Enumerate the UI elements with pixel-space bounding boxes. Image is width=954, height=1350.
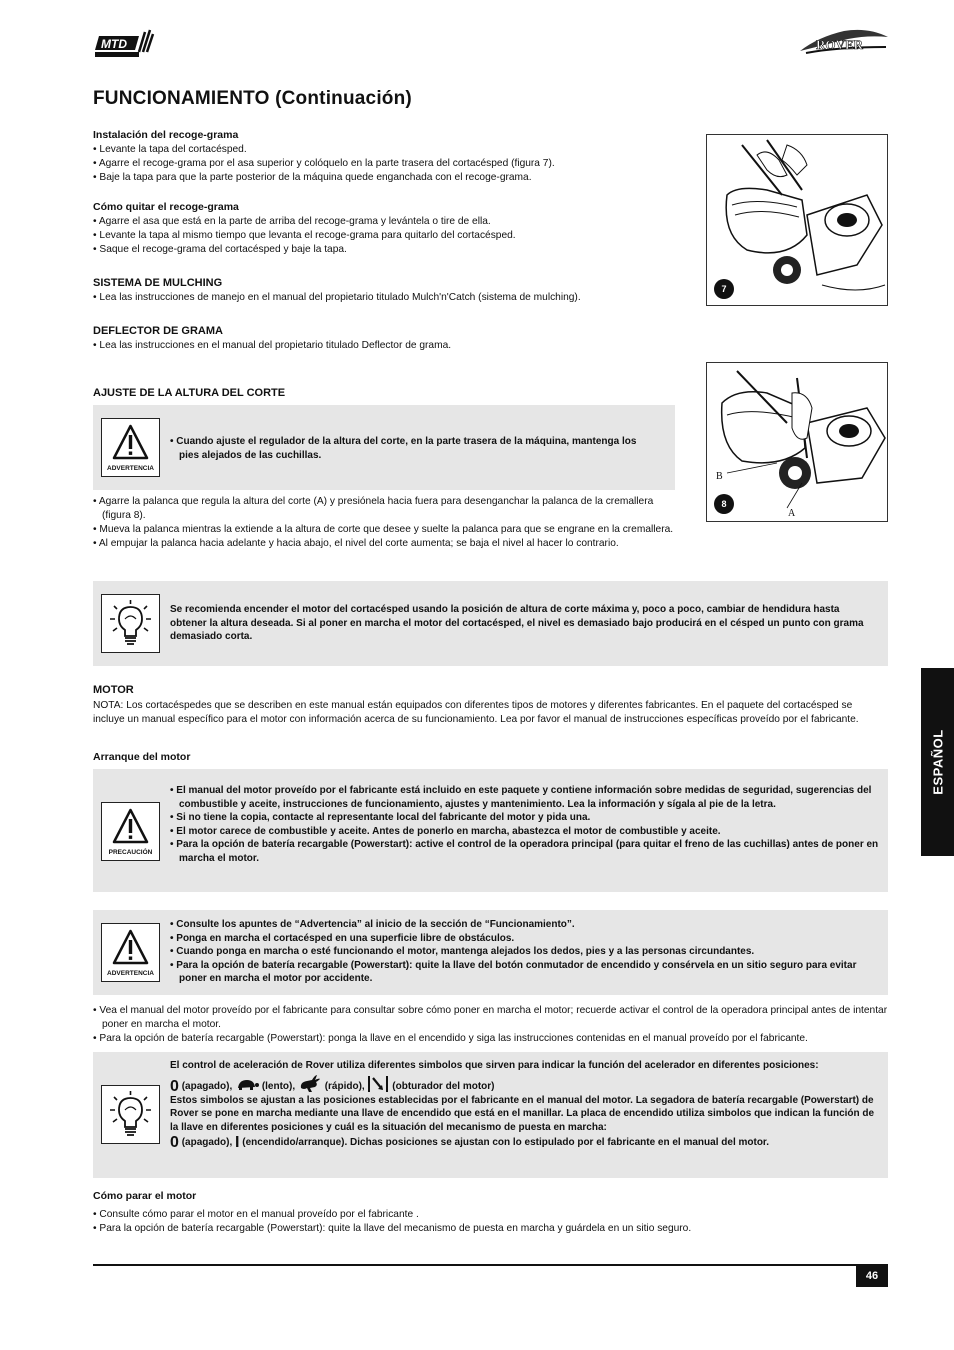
caution-box <box>93 769 888 892</box>
install-list <box>93 143 693 185</box>
warning-icon-box <box>101 923 160 982</box>
throttle-body: Estos simbolos se ajustan a las posiciones establecidas por el fabricante en el manual del motor. La segadora de batería recargable (Powerstart) de Rover se pone en marcha mediante una llave de encendido que está en el manillar. La placa de encendido utiliza simbolos que indican la función de la llave en diferentes posiciones y cuál es la situación del mecanismo de puesta en marcha: <box>170 1094 875 1133</box>
warning-triangle-icon <box>112 424 149 460</box>
on-label: (encendido/arranque). Dichas posiciones se ajustan con lo estipulado por el fabricante en el manual del motor. <box>242 1137 770 1148</box>
list-item: • Si no tiene la copia, contacte al representante local del fabricante del motor y pida una. <box>170 812 591 823</box>
height-list <box>93 495 679 551</box>
motor-heading: MOTOR <box>93 684 134 696</box>
mulching-heading: SISTEMA DE MULCHING <box>93 277 223 289</box>
language-tab <box>921 668 954 856</box>
list-item: • Levante la tapa del cortacésped. <box>93 144 247 155</box>
tip-box-throttle <box>93 1052 888 1178</box>
list-item: • Para la opción de batería recargable (Powerstart): active el control de la operadora principal (para quitar el freno de las cuchillas) antes de poner en marcha el motor. <box>170 839 879 864</box>
zero-symbol: 0 <box>170 1077 179 1095</box>
list-item: • Ponga en marcha el cortacésped en una superficie libre de obstáculos. <box>170 932 515 944</box>
off-label: (apagado), <box>181 1137 233 1148</box>
list-item: • Agarre la palanca que regula la altura del corte (A) y presiónela hacia fuera para desenganchar la palanca de la cremallera (figura 8). <box>93 496 654 521</box>
start-list <box>93 1004 888 1046</box>
list-item: • Consulte cómo parar el motor en el manual proveído por el fabricante . <box>93 1209 419 1220</box>
page-title <box>93 88 412 110</box>
rabbit-icon <box>298 1074 322 1094</box>
warning-label: ADVERTENCIA <box>107 465 154 472</box>
deflector-heading: DEFLECTOR DE GRAMA <box>93 325 223 337</box>
list-item: • Lea las instrucciones de manejo en el manual del propietario titulado Mulch'n'Catch (sistema de mulching). <box>93 292 581 303</box>
title-main: FUNCIONAMIENTO <box>93 88 270 109</box>
motor-note: NOTA: Los cortacéspedes que se describen en este manual están equipados con diferentes tipos de motores y diferentes fabricantes. En el paquete del cortacésped se incluye un manual específico para el motor con información acerca de su funcionamiento. Lea por favor el manual de instrucciones específicas proveído por el fabricante. <box>93 700 859 725</box>
list-item: • Mueva la palanca mientras la extiende a la altura de corte que desee y suelte la palanca para que se engrane en la cremallera. <box>93 524 674 535</box>
list-item: • Saque el recoge-grama del cortacésped y baje la tapa. <box>93 244 347 255</box>
mulching-list <box>93 291 693 305</box>
list-item: • Al empujar la palanca hacia adelante y hacia abajo, el nivel del corte aumenta; se baja el nivel al hacer lo contrario. <box>93 538 619 549</box>
figure-8 <box>706 362 888 522</box>
list-item: • Para la opción de batería recargable (Powerstart): ponga la llave en el encendido y siga las instrucciones contenidas en el manual proveído por el fabricante. <box>93 1033 808 1044</box>
rover-logo <box>798 27 890 61</box>
off-label: (apagado), <box>181 1080 233 1092</box>
svg-text:MTD: MTD <box>101 37 127 51</box>
remove-list <box>93 215 693 257</box>
caution-label: PRECAUCIÓN <box>108 849 153 856</box>
warning-list <box>170 918 880 986</box>
warning-box-height <box>93 405 675 490</box>
caution-list <box>170 784 880 865</box>
page-number: 46 <box>856 1266 888 1287</box>
list-item: • Agarre el recoge-grama por el asa superior y colóquelo en la parte trasera del cortacésped (figura 7). <box>93 158 555 169</box>
figure-number: 8 <box>714 494 734 514</box>
warning-triangle-icon <box>112 808 149 844</box>
height-heading: AJUSTE DE LA ALTURA DEL CORTE <box>93 387 286 399</box>
tip-text: Se recomienda encender el motor del cortacésped usando la posición de altura de corte máxima y, poco a poco, cambiar de hendidura hasta obtener la altura deseada. Si al poner en marcha el motor del cortacésped, el nivel es demasiado bajo producirá en el césped un punto con grama demasiado corta. <box>170 604 864 642</box>
warning-triangle-icon <box>112 929 149 965</box>
list-item: • Vea el manual del motor proveído por el fabricante para consultar sobre cómo poner en marcha el motor; recuerde activar el control de la operadora principal antes de intentar poner en marcha el motor. <box>93 1005 888 1030</box>
turtle-icon <box>235 1078 259 1091</box>
choke-icon <box>367 1075 389 1093</box>
warning-label: ADVERTENCIA <box>107 970 154 977</box>
caution-icon-box <box>101 802 160 861</box>
list-item: • El manual del motor proveído por el fabricante está incluido en este paquete y contiene información sobre medidas de seguridad, sugerencias del combustible y aceite, instrucciones de funcionamiento, ajustes y mantenimiento. Lea la información y sígala al pie de la letra. <box>170 785 872 810</box>
list-item: • El motor carece de combustible y aceite. Antes de ponerlo en marcha, abastezca el motor de combustible y aceite. <box>170 825 721 837</box>
language-tab-label: ESPAÑOL <box>930 729 945 795</box>
one-symbol: I <box>235 1134 240 1151</box>
list-item: • Para la opción de batería recargable (Powerstart): quite la llave del mecanismo de puesta en marcha y guárdela en un sitio seguro. <box>93 1223 692 1234</box>
mower-catcher-illustration <box>707 135 887 305</box>
list-item: • Para la opción de batería recargable (Powerstart): quite la llave del botón conmutador de encendido y consérvela en un sitio seguro para evitar poner en marcha el motor por accidente. <box>170 959 857 984</box>
throttle-symbols-row <box>170 1074 882 1094</box>
footer-rule <box>93 1264 888 1266</box>
figure-label-b: B <box>716 471 723 482</box>
tip-icon-box <box>101 1085 160 1144</box>
stop-heading: Cómo parar el motor <box>93 1190 197 1202</box>
warning-text: • Cuando ajuste el regulador de la altura del corte, en la parte trasera de la máquina, mantenga los pies alejados de las cuchillas. <box>170 436 637 461</box>
lightbulb-icon <box>110 599 151 648</box>
list-item: • Levante la tapa al mismo tiempo que levanta el recoge-grama para quitarlo del cortacésped. <box>93 230 516 241</box>
mtd-logo <box>93 28 155 62</box>
mower-height-illustration <box>707 363 887 521</box>
figure-7 <box>706 134 888 306</box>
list-item: • Cuando ponga en marcha o esté funcionando el motor, mantenga alejados los dedos, pies y a las personas circundantes. <box>170 946 755 957</box>
stop-list <box>93 1208 888 1236</box>
zero-symbol: 0 <box>170 1134 179 1151</box>
key-symbols-row <box>170 1136 882 1150</box>
title-suffix: (Continuación) <box>275 88 412 109</box>
tip-box-height <box>93 581 888 666</box>
list-item: • Baje la tapa para que la parte posterior de la máquina quede enganchada con el recoge-grama. <box>93 172 532 183</box>
list-item: • Agarre el asa que está en la parte de arriba del recoge-grama y levántela o tire de ella. <box>93 216 491 227</box>
warning-icon-box <box>101 418 160 477</box>
slow-label: (lento), <box>261 1080 296 1092</box>
list-item: • Lea las instrucciones en el manual del propietario titulado Deflector de grama. <box>93 340 452 351</box>
lightbulb-icon <box>110 1090 151 1139</box>
throttle-text <box>170 1059 882 1150</box>
remove-heading: Cómo quitar el recoge-grama <box>93 201 239 213</box>
figure-number: 7 <box>714 279 734 299</box>
figure-label-a: A <box>788 508 796 519</box>
fast-label: (rápido), <box>324 1080 365 1092</box>
install-heading: Instalación del recoge-grama <box>93 129 239 141</box>
deflector-list <box>93 339 693 353</box>
tip-icon-box <box>101 594 160 653</box>
list-item: • Consulte los apuntes de “Advertencia” al inicio de la sección de “Funcionamiento”. <box>170 919 575 930</box>
start-heading: Arranque del motor <box>93 751 191 763</box>
svg-text:ROVER: ROVER <box>816 37 863 52</box>
throttle-intro: El control de aceleración de Rover utiliza diferentes simbolos que sirven para indicar la función del acelerador en diferentes posiciones: <box>170 1060 819 1071</box>
warning-box-start <box>93 910 888 995</box>
choke-label: (obturador del motor) <box>392 1080 495 1092</box>
